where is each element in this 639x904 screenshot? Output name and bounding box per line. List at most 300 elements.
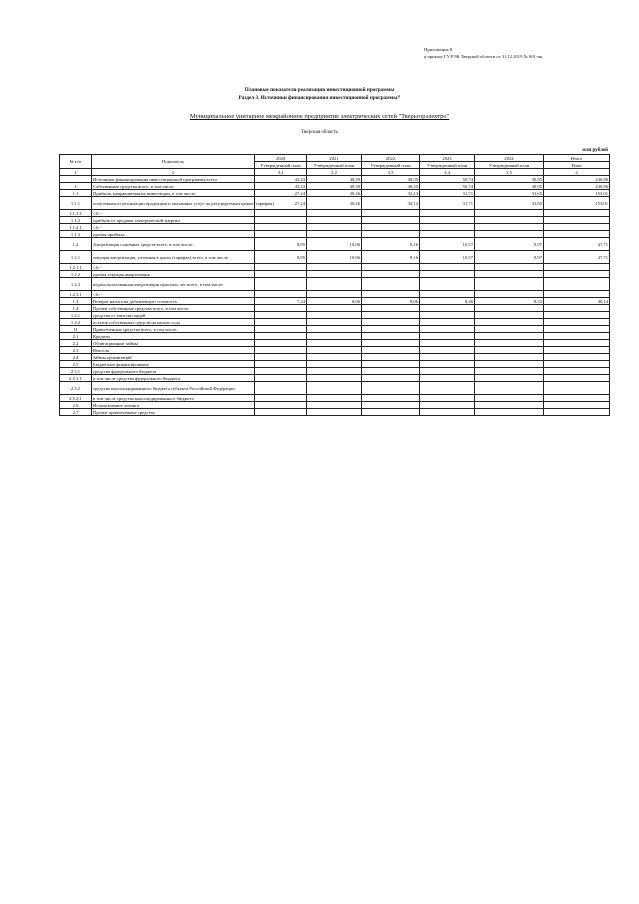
- row-number: 2.3: [60, 347, 92, 354]
- table-row: [60, 224, 610, 231]
- table-row: [60, 251, 610, 264]
- table-row: [60, 368, 610, 375]
- table-row: [60, 271, 610, 278]
- total-value: [544, 361, 610, 368]
- row-label: <6>: [92, 224, 255, 231]
- year-value: [420, 382, 475, 395]
- year-value: [255, 333, 307, 340]
- total-value: [544, 395, 610, 402]
- row-label: средства федерального бюджета: [92, 368, 255, 375]
- row-label: <6>: [92, 210, 255, 217]
- row-label: остаток собственных средств на начало года: [92, 319, 255, 326]
- table-row: [60, 210, 610, 217]
- appendix-line-2: к приказу ГУ РЭК Тверской области от 31.12.2019 № 601-нп: [424, 54, 543, 59]
- year-value: [255, 340, 307, 347]
- row-label: Источники финансирования инвестиционной программы всего:: [92, 176, 255, 183]
- table-row: [60, 197, 610, 210]
- year-value: [420, 210, 475, 217]
- total-value: [544, 271, 610, 278]
- year-value: [362, 264, 420, 271]
- year-value: [362, 375, 420, 382]
- row-label: <6>: [92, 264, 255, 271]
- row-number: 2.5: [60, 361, 92, 368]
- row-label: средства консолидированного бюджета субъекта Российской Федерации: [92, 382, 255, 395]
- row-label: Собственные средства всего, в том числе:: [92, 183, 255, 190]
- total-value: [544, 354, 610, 361]
- year-value: [255, 395, 307, 402]
- year-value: [307, 340, 362, 347]
- total-value: 47,71: [544, 251, 610, 264]
- year-value: [255, 361, 307, 368]
- year-value: [420, 217, 475, 224]
- table-row: [60, 319, 610, 326]
- year-value: [255, 368, 307, 375]
- row-label: Облигационные займы: [92, 340, 255, 347]
- year-value: [362, 305, 420, 312]
- row-number: 2.1: [60, 333, 92, 340]
- year-value: [362, 333, 420, 340]
- year-value: [475, 409, 544, 416]
- year-value: [420, 340, 475, 347]
- year-value: 8,16: [362, 251, 420, 264]
- year-value: [255, 217, 307, 224]
- year-value: [475, 291, 544, 298]
- table-row: [60, 183, 610, 190]
- year-value: 31,71: [420, 197, 475, 210]
- table-row: [60, 347, 610, 354]
- year-value: [475, 224, 544, 231]
- year-value: [475, 395, 544, 402]
- row-number: 1.1.3: [60, 231, 92, 238]
- year-header: 2022: [362, 155, 420, 162]
- table-row: [60, 333, 610, 340]
- table-row: [60, 231, 610, 238]
- row-label: прочая прибыль: [92, 231, 255, 238]
- year-value: [475, 319, 544, 326]
- year-value: [420, 278, 475, 291]
- year-value: [420, 224, 475, 231]
- total-value: [544, 291, 610, 298]
- year-value: [307, 326, 362, 333]
- year-value: [420, 347, 475, 354]
- year-value: [255, 278, 307, 291]
- year-value: [362, 271, 420, 278]
- total-value: [544, 224, 610, 231]
- year-value: [420, 326, 475, 333]
- year-value: [307, 264, 362, 271]
- col-num-header: № п/п: [60, 155, 92, 169]
- year-value: [475, 264, 544, 271]
- year-value: 10,06: [307, 251, 362, 264]
- year-value: [307, 409, 362, 416]
- total-value: [544, 409, 610, 416]
- year-value: [420, 312, 475, 319]
- index-cell: 1: [60, 169, 92, 176]
- year-value: 9,97: [475, 251, 544, 264]
- header-row-years: [60, 155, 610, 162]
- row-number: 2.7: [60, 409, 92, 416]
- year-value: 31,71: [420, 190, 475, 197]
- row-number: 2.6: [60, 402, 92, 409]
- year-value: [255, 210, 307, 217]
- year-value: 8,33: [475, 298, 544, 305]
- units-label: млн рублей: [582, 148, 608, 153]
- year-value: [475, 210, 544, 217]
- row-label: Использование лизинга: [92, 402, 255, 409]
- year-value: [420, 264, 475, 271]
- year-value: [307, 210, 362, 217]
- total-value: 240,86: [544, 183, 610, 190]
- index-cell: 2: [92, 169, 255, 176]
- year-value: [255, 382, 307, 395]
- total-value: [544, 326, 610, 333]
- year-value: [362, 402, 420, 409]
- year-value: [475, 340, 544, 347]
- year-value: [475, 333, 544, 340]
- document-title: Плановые показатели реализации инвестиционной программы: [244, 87, 395, 93]
- row-label: в том числе средства федерального бюджета: [92, 375, 255, 382]
- year-value: [307, 224, 362, 231]
- year-value: [307, 278, 362, 291]
- appendix-line-1: Приложение 8: [424, 47, 453, 52]
- year-value: [362, 382, 420, 395]
- table-row: [60, 354, 610, 361]
- table-row: [60, 382, 610, 395]
- total-value: [544, 264, 610, 271]
- row-number: 1.2.3.1: [60, 291, 92, 298]
- year-value: [307, 354, 362, 361]
- index-cell: 3.4: [420, 169, 475, 176]
- index-row: [60, 169, 610, 176]
- year-value: [307, 291, 362, 298]
- year-value: [362, 210, 420, 217]
- year-value: [255, 271, 307, 278]
- plan-subheader: Утвержденный план: [475, 162, 544, 169]
- row-number: 2.5.1: [60, 368, 92, 375]
- year-value: [362, 409, 420, 416]
- row-number: 1.2.2: [60, 271, 92, 278]
- year-value: [475, 361, 544, 368]
- plan-subheader: Утвержденный план: [307, 162, 362, 169]
- year-value: [475, 402, 544, 409]
- row-number: 1.2.3: [60, 278, 92, 291]
- year-value: [475, 312, 544, 319]
- year-value: [420, 368, 475, 375]
- year-value: [420, 291, 475, 298]
- year-header: 2021: [307, 155, 362, 162]
- total-value: [544, 333, 610, 340]
- year-value: [307, 333, 362, 340]
- financing-table: [59, 154, 610, 416]
- row-label: Кредиты: [92, 333, 255, 340]
- year-value: 49,95: [475, 176, 544, 183]
- total-value: [544, 305, 610, 312]
- year-value: [475, 271, 544, 278]
- table-row: [60, 402, 610, 409]
- plan-subheader: Утвержденный план: [255, 162, 307, 169]
- year-value: [307, 402, 362, 409]
- row-number: 1.4: [60, 305, 92, 312]
- year-value: 10,57: [420, 251, 475, 264]
- year-value: [475, 305, 544, 312]
- total-value: 40,14: [544, 298, 610, 305]
- row-number: 2.5.2.1: [60, 395, 92, 402]
- row-label: средства от эмиссии акций: [92, 312, 255, 319]
- year-value: [420, 354, 475, 361]
- year-value: [307, 271, 362, 278]
- year-value: [475, 217, 544, 224]
- year-value: 8,95: [255, 251, 307, 264]
- row-number: 1.1: [60, 190, 92, 197]
- year-value: 7,24: [255, 298, 307, 305]
- total-value: [544, 312, 610, 319]
- row-number: 1.4.2: [60, 319, 92, 326]
- total-value: [544, 231, 610, 238]
- section-title: Раздел 3. Источники финансирования инвестиционной программы²⁾: [238, 95, 401, 101]
- plan-subheader: Утвержденный план: [362, 162, 420, 169]
- table-row: [60, 395, 610, 402]
- index-cell: 3.5: [475, 169, 544, 176]
- row-number: 1.1.1.1: [60, 210, 92, 217]
- year-header: 2024: [475, 155, 544, 162]
- year-value: [420, 231, 475, 238]
- row-label: Займы организаций: [92, 354, 255, 361]
- table-row: [60, 278, 610, 291]
- table-row: [60, 176, 610, 183]
- year-value: 10,57: [420, 238, 475, 251]
- table-row: [60, 298, 610, 305]
- index-cell: 3.3: [362, 169, 420, 176]
- year-value: [362, 340, 420, 347]
- year-value: [420, 271, 475, 278]
- year-value: [255, 354, 307, 361]
- row-number: 1.1.2: [60, 217, 92, 224]
- year-value: [307, 361, 362, 368]
- total-value: 47,71: [544, 238, 610, 251]
- year-value: 50,74: [420, 176, 475, 183]
- year-value: [362, 312, 420, 319]
- year-value: [307, 347, 362, 354]
- year-value: [307, 368, 362, 375]
- year-value: [420, 409, 475, 416]
- total-value: [544, 217, 610, 224]
- row-number: 1.1.2.1: [60, 224, 92, 231]
- total-value: [544, 375, 610, 382]
- year-value: [420, 395, 475, 402]
- year-value: [255, 347, 307, 354]
- total-value: [544, 319, 610, 326]
- row-label: <6>: [92, 291, 255, 298]
- year-value: 9,97: [475, 238, 544, 251]
- year-value: 31,65: [475, 190, 544, 197]
- plan-subheader: Утвержденный план: [420, 162, 475, 169]
- row-label: Прочие привлеченные средства: [92, 409, 255, 416]
- year-value: 8,06: [362, 298, 420, 305]
- year-value: [362, 354, 420, 361]
- year-value: 8,06: [307, 298, 362, 305]
- year-value: [420, 305, 475, 312]
- row-label: в том числе средства консолидированного бюджета: [92, 395, 255, 402]
- year-value: 48,35: [362, 183, 420, 190]
- year-value: 8,95: [255, 238, 307, 251]
- total-value: [544, 382, 610, 395]
- year-value: [362, 319, 420, 326]
- year-value: 10,06: [307, 238, 362, 251]
- total-subheader: План: [544, 162, 610, 169]
- row-number: 1.4.1: [60, 312, 92, 319]
- year-value: 48,39: [307, 183, 362, 190]
- year-value: [362, 347, 420, 354]
- year-value: [255, 224, 307, 231]
- year-value: [362, 368, 420, 375]
- table-row: [60, 340, 610, 347]
- year-value: [475, 326, 544, 333]
- appendix-header: [424, 46, 624, 60]
- year-value: 49,95: [475, 183, 544, 190]
- year-value: 50,74: [420, 183, 475, 190]
- row-number: 1: [60, 183, 92, 190]
- year-value: [255, 264, 307, 271]
- year-value: 27,24: [255, 190, 307, 197]
- year-value: [255, 291, 307, 298]
- table-row: [60, 361, 610, 368]
- row-number: 1.2.1: [60, 251, 92, 264]
- year-value: 8,46: [420, 298, 475, 305]
- year-value: [307, 382, 362, 395]
- row-number: 1.2.1.1: [60, 264, 92, 271]
- table-row: [60, 291, 610, 298]
- year-value: [255, 326, 307, 333]
- year-value: [307, 305, 362, 312]
- year-value: [362, 326, 420, 333]
- region-name: Тверская область: [301, 130, 338, 135]
- row-number: II: [60, 326, 92, 333]
- col-indicator-header: Показатель: [92, 155, 255, 169]
- table-row: [60, 264, 610, 271]
- table-row: [60, 409, 610, 416]
- year-header: 2023: [420, 155, 475, 162]
- year-value: 43,43: [255, 183, 307, 190]
- year-value: [475, 354, 544, 361]
- index-cell: 3.2: [307, 169, 362, 176]
- total-value: [544, 347, 610, 354]
- year-value: 8,16: [362, 238, 420, 251]
- year-value: [307, 395, 362, 402]
- year-value: [475, 368, 544, 375]
- year-value: [475, 347, 544, 354]
- row-number: 2.4: [60, 354, 92, 361]
- year-value: 43,43: [255, 176, 307, 183]
- row-number: 2.5.2: [60, 382, 92, 395]
- year-value: [255, 305, 307, 312]
- year-value: [307, 231, 362, 238]
- row-number: 1.3: [60, 298, 92, 305]
- year-value: [475, 382, 544, 395]
- row-label: текущая амортизация, учтенная в ценах (тарифах) всего, в том числе:: [92, 251, 255, 264]
- year-value: [420, 361, 475, 368]
- year-value: 32,13: [362, 190, 420, 197]
- year-value: 30,26: [307, 190, 362, 197]
- total-value: [544, 210, 610, 217]
- table-row: [60, 190, 610, 197]
- row-label: полученная от реализации продукции и оказанных услуг по регулируемым ценам (тарифам): [92, 197, 255, 210]
- organization-name: Муниципальное унитарное межрайонное предприятие электрических сетей "Тверьгорэлектро": [189, 113, 450, 120]
- table-body: [60, 176, 610, 416]
- year-value: [362, 395, 420, 402]
- table-row: [60, 217, 610, 224]
- year-value: [475, 278, 544, 291]
- year-value: [362, 217, 420, 224]
- row-label: Прочие собственные средства всего, в том числе:: [92, 305, 255, 312]
- total-value: 153,01: [544, 190, 610, 197]
- year-value: [255, 409, 307, 416]
- table-row: [60, 312, 610, 319]
- year-value: [307, 319, 362, 326]
- year-value: [420, 319, 475, 326]
- year-value: 31,65: [475, 197, 544, 210]
- row-number: 1.2: [60, 238, 92, 251]
- total-value: 240,86: [544, 176, 610, 183]
- row-label: Привлеченные средства всего, в том числе:: [92, 326, 255, 333]
- year-value: [307, 375, 362, 382]
- row-label: прибыль от продажи электрической энергии: [92, 217, 255, 224]
- year-value: [362, 361, 420, 368]
- row-label: Амортизация основных средств всего, в том числе:: [92, 238, 255, 251]
- index-cell: 4: [544, 169, 610, 176]
- table-row: [60, 305, 610, 312]
- year-value: [475, 375, 544, 382]
- index-cell: 3.1: [255, 169, 307, 176]
- year-value: [362, 224, 420, 231]
- row-label: прочая текущая амортизация: [92, 271, 255, 278]
- year-value: 48,39: [307, 176, 362, 183]
- row-label: недоиспользованная амортизация прошлых лет всего, в том числе:: [92, 278, 255, 291]
- year-value: [420, 333, 475, 340]
- year-value: [255, 312, 307, 319]
- year-value: [307, 217, 362, 224]
- year-value: [255, 402, 307, 409]
- year-header: 2020: [255, 155, 307, 162]
- year-value: 30,26: [307, 197, 362, 210]
- year-value: 27,24: [255, 197, 307, 210]
- year-value: [255, 231, 307, 238]
- table-row: [60, 238, 610, 251]
- row-number: 1.1.1: [60, 197, 92, 210]
- year-value: [420, 375, 475, 382]
- total-value: 153,01: [544, 197, 610, 210]
- row-label: Возврат налога на добавленную стоимость: [92, 298, 255, 305]
- row-label: Бюджетное финансирование: [92, 361, 255, 368]
- year-value: 48,35: [362, 176, 420, 183]
- year-value: 32,13: [362, 197, 420, 210]
- total-value: [544, 402, 610, 409]
- year-value: [420, 402, 475, 409]
- year-value: [362, 231, 420, 238]
- table-row: [60, 375, 610, 382]
- row-number: [60, 176, 92, 183]
- total-value: [544, 278, 610, 291]
- row-number: 2.2: [60, 340, 92, 347]
- total-header: Итого: [544, 155, 610, 162]
- year-value: [362, 291, 420, 298]
- row-label: Прибыль, направляемая на инвестиции, в том числе:: [92, 190, 255, 197]
- row-number: 2.5.1.1: [60, 375, 92, 382]
- total-value: [544, 368, 610, 375]
- table-row: [60, 326, 610, 333]
- year-value: [255, 375, 307, 382]
- year-value: [307, 312, 362, 319]
- total-value: [544, 340, 610, 347]
